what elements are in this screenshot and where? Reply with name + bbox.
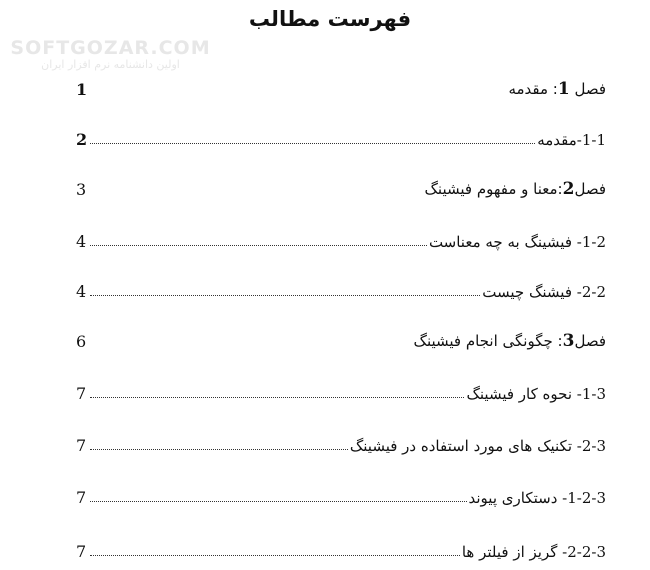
dot-leader — [90, 397, 464, 398]
toc-entry-section[interactable] — [76, 274, 606, 300]
toc-entry-subsection[interactable] — [76, 480, 606, 506]
dot-leader — [90, 143, 535, 144]
dot-leader — [90, 245, 427, 246]
page-number: 4 — [76, 282, 87, 301]
dot-leader — [90, 295, 480, 296]
page-number: 2 — [76, 130, 88, 149]
toc-entry-chapter-1[interactable] — [76, 72, 606, 98]
dot-leader — [90, 501, 467, 502]
entry-label: فصل3: چگونگی انجام فیشینگ — [413, 331, 606, 351]
page-number: 7 — [76, 384, 87, 403]
softgozar-watermark — [8, 38, 213, 71]
page-number: 1 — [76, 80, 88, 99]
toc-title: فهرست مطالب — [248, 7, 412, 31]
dot-leader — [90, 449, 348, 450]
toc-entry-section[interactable] — [76, 428, 606, 454]
entry-label: فصل2:معنا و مفهوم فیشینگ — [424, 179, 606, 199]
toc-entry-chapter-2[interactable] — [76, 172, 606, 198]
page-number: 3 — [76, 180, 87, 199]
dot-leader — [90, 555, 460, 556]
watermark-logo: SOFTGOZAR.COM — [10, 37, 211, 59]
page-number: 4 — [76, 232, 87, 251]
watermark-tagline: اولین دانشنامه نرم افزار ایران — [41, 57, 180, 71]
page-number: 7 — [76, 542, 87, 561]
entry-label: فصل 1: مقدمه — [508, 79, 606, 99]
entry-label: 2-2- فیشنگ چیست — [482, 283, 606, 301]
page-number: 7 — [76, 488, 87, 507]
toc-entry-chapter-3[interactable] — [76, 324, 606, 350]
page-number: 7 — [76, 436, 87, 455]
toc-entry-subsection[interactable] — [76, 534, 606, 560]
entry-label: 1-2-3- دستکاری پیوند — [468, 489, 606, 507]
entry-label: 2-2-3- گریز از فیلتر ها — [461, 543, 606, 561]
toc-entry-section[interactable] — [76, 376, 606, 402]
toc-entry-section[interactable] — [76, 122, 606, 148]
entry-label: 2-3- تکنیک های مورد استفاده در فیشینگ — [349, 437, 606, 455]
toc-entry-section[interactable] — [76, 224, 606, 250]
entry-label: 1-3- نحوه کار فیشینگ — [466, 385, 606, 403]
page-number: 6 — [76, 332, 87, 351]
entry-label: 1-2- فیشینگ به چه معناست — [428, 233, 606, 251]
entry-label: 1-1-مقدمه — [537, 131, 606, 149]
